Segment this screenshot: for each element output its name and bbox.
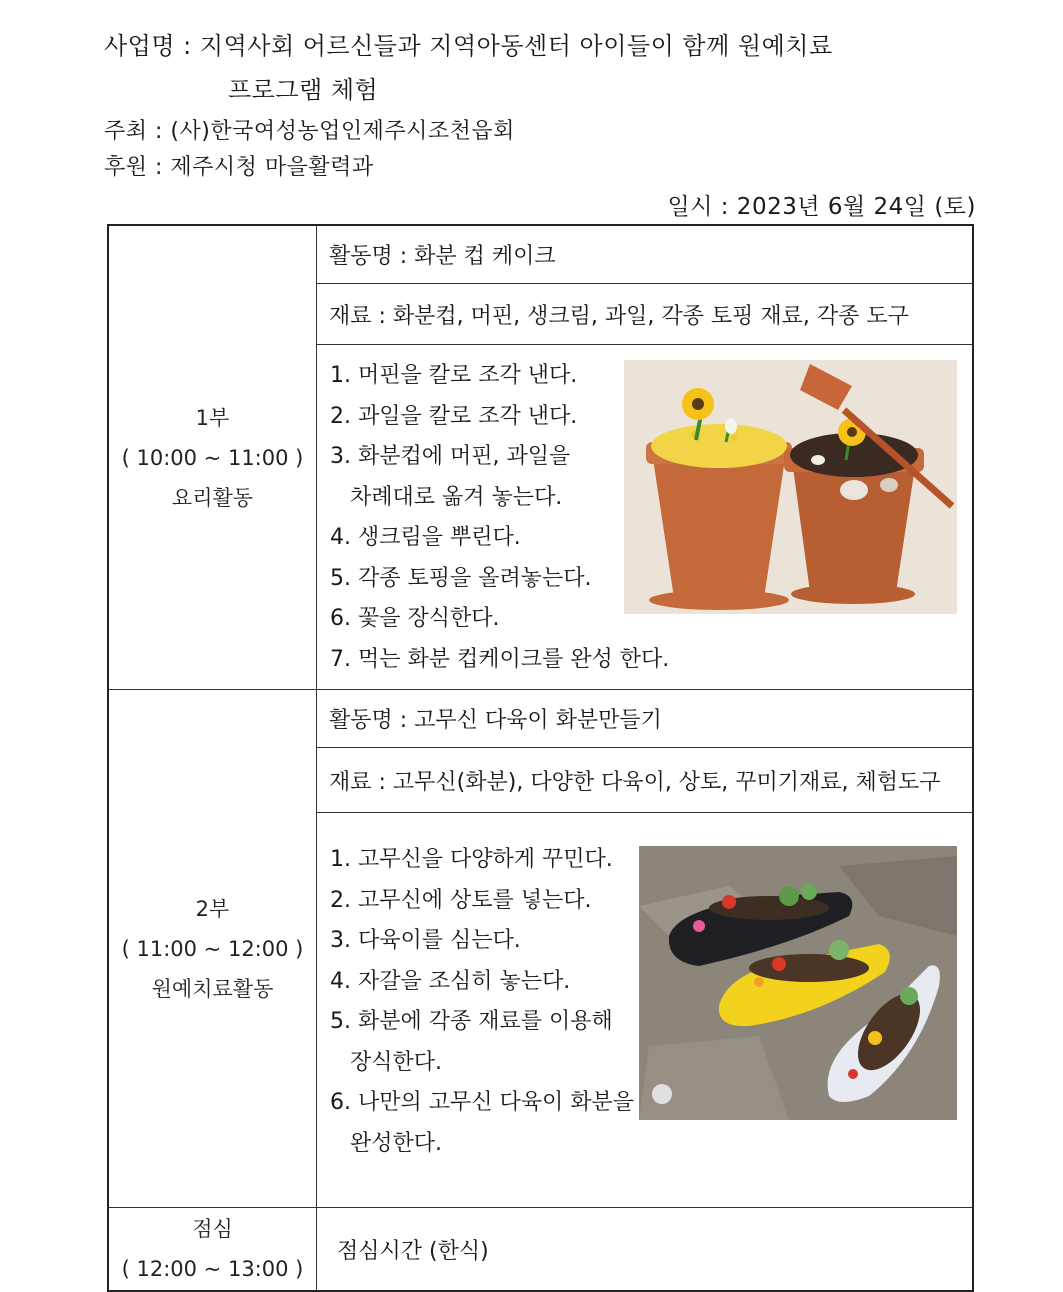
step-item: 5. 화분에 각종 재료를 이용해 장식한다. [330,1009,613,1075]
step-item: 5. 각종 토핑을 올려놓는다. [330,565,592,591]
session-2-steps-cell [317,813,974,1208]
session-2-label [108,690,317,1208]
step-item: 4. 생크림을 뿌린다. [330,525,521,550]
cupcake-pots-photo [624,360,957,614]
step-item: 2. 고무신에 상토를 넣는다. [330,887,592,913]
step-item: 2. 과일을 칼로 조각 낸다. [330,403,578,429]
session-1-activity: 활동명 : 화분 컵 케이크 [317,225,974,284]
schedule-table [107,224,974,1292]
step-item: 1. 고무신을 다양하게 꾸민다. [330,847,613,872]
step-item: 6. 꽃을 장식한다. [330,606,500,631]
lunch-label-cell [108,1208,317,1292]
session-1-label [108,225,317,690]
lunch-time: ( 12:00 ~ 13:00 ) [121,1257,304,1281]
session-2-type: 원예치료활동 [151,976,274,1001]
session-2-activity: 활동명 : 고무신 다육이 화분만들기 [317,690,974,748]
step-item: 6. 나만의 고무신 다육이 화분을 완성한다. [330,1090,634,1156]
session-1-time: ( 10:00 ~ 11:00 ) [121,445,304,470]
image-zoom-icon[interactable] [652,1084,672,1104]
project-name-line1: 사업명 : 지역사회 어르신들과 지역아동센터 아이들이 함께 원예치료 [104,32,833,60]
rubber-shoe-planters-photo [639,846,957,1120]
session-1-title-row [108,225,973,284]
step-item: 4. 자갈을 조심히 놓는다. [330,968,571,994]
session-2-materials: 재료 : 고무신(화분), 다양한 다육이, 상토, 꾸미기재료, 체험도구 [317,748,974,813]
session-2-time: ( 11:00 ~ 12:00 ) [121,936,304,961]
step-item: 3. 화분컵에 머핀, 과일을 차례대로 옮겨 놓는다. [330,444,571,510]
session-2-part: 2부 [195,896,230,921]
project-name-line2: 프로그램 체험 [228,76,379,104]
host-organization: 주최 : (사)한국여성농업인제주시조천읍회 [104,119,515,144]
step-item: 3. 다육이를 심는다. [330,928,521,953]
session-1-steps-cell [317,345,974,690]
session-1-materials: 재료 : 화분컵, 머핀, 생크림, 과일, 각종 토핑 재료, 각종 도구 [317,284,974,345]
lunch-content: 점심시간 (한식) [317,1208,974,1292]
session-1-type: 요리활동 [171,485,254,510]
step-item: 7. 먹는 화분 컵케이크를 완성 한다. [330,646,670,672]
lunch-label: 점심 [192,1217,233,1241]
step-item: 1. 머핀을 칼로 조각 낸다. [330,363,578,388]
session-1-part: 1부 [195,405,230,430]
sponsor-organization: 후원 : 제주시청 마을활력과 [104,155,374,180]
event-date: 일시 : 2023년 6월 24일 (토) [667,194,976,220]
